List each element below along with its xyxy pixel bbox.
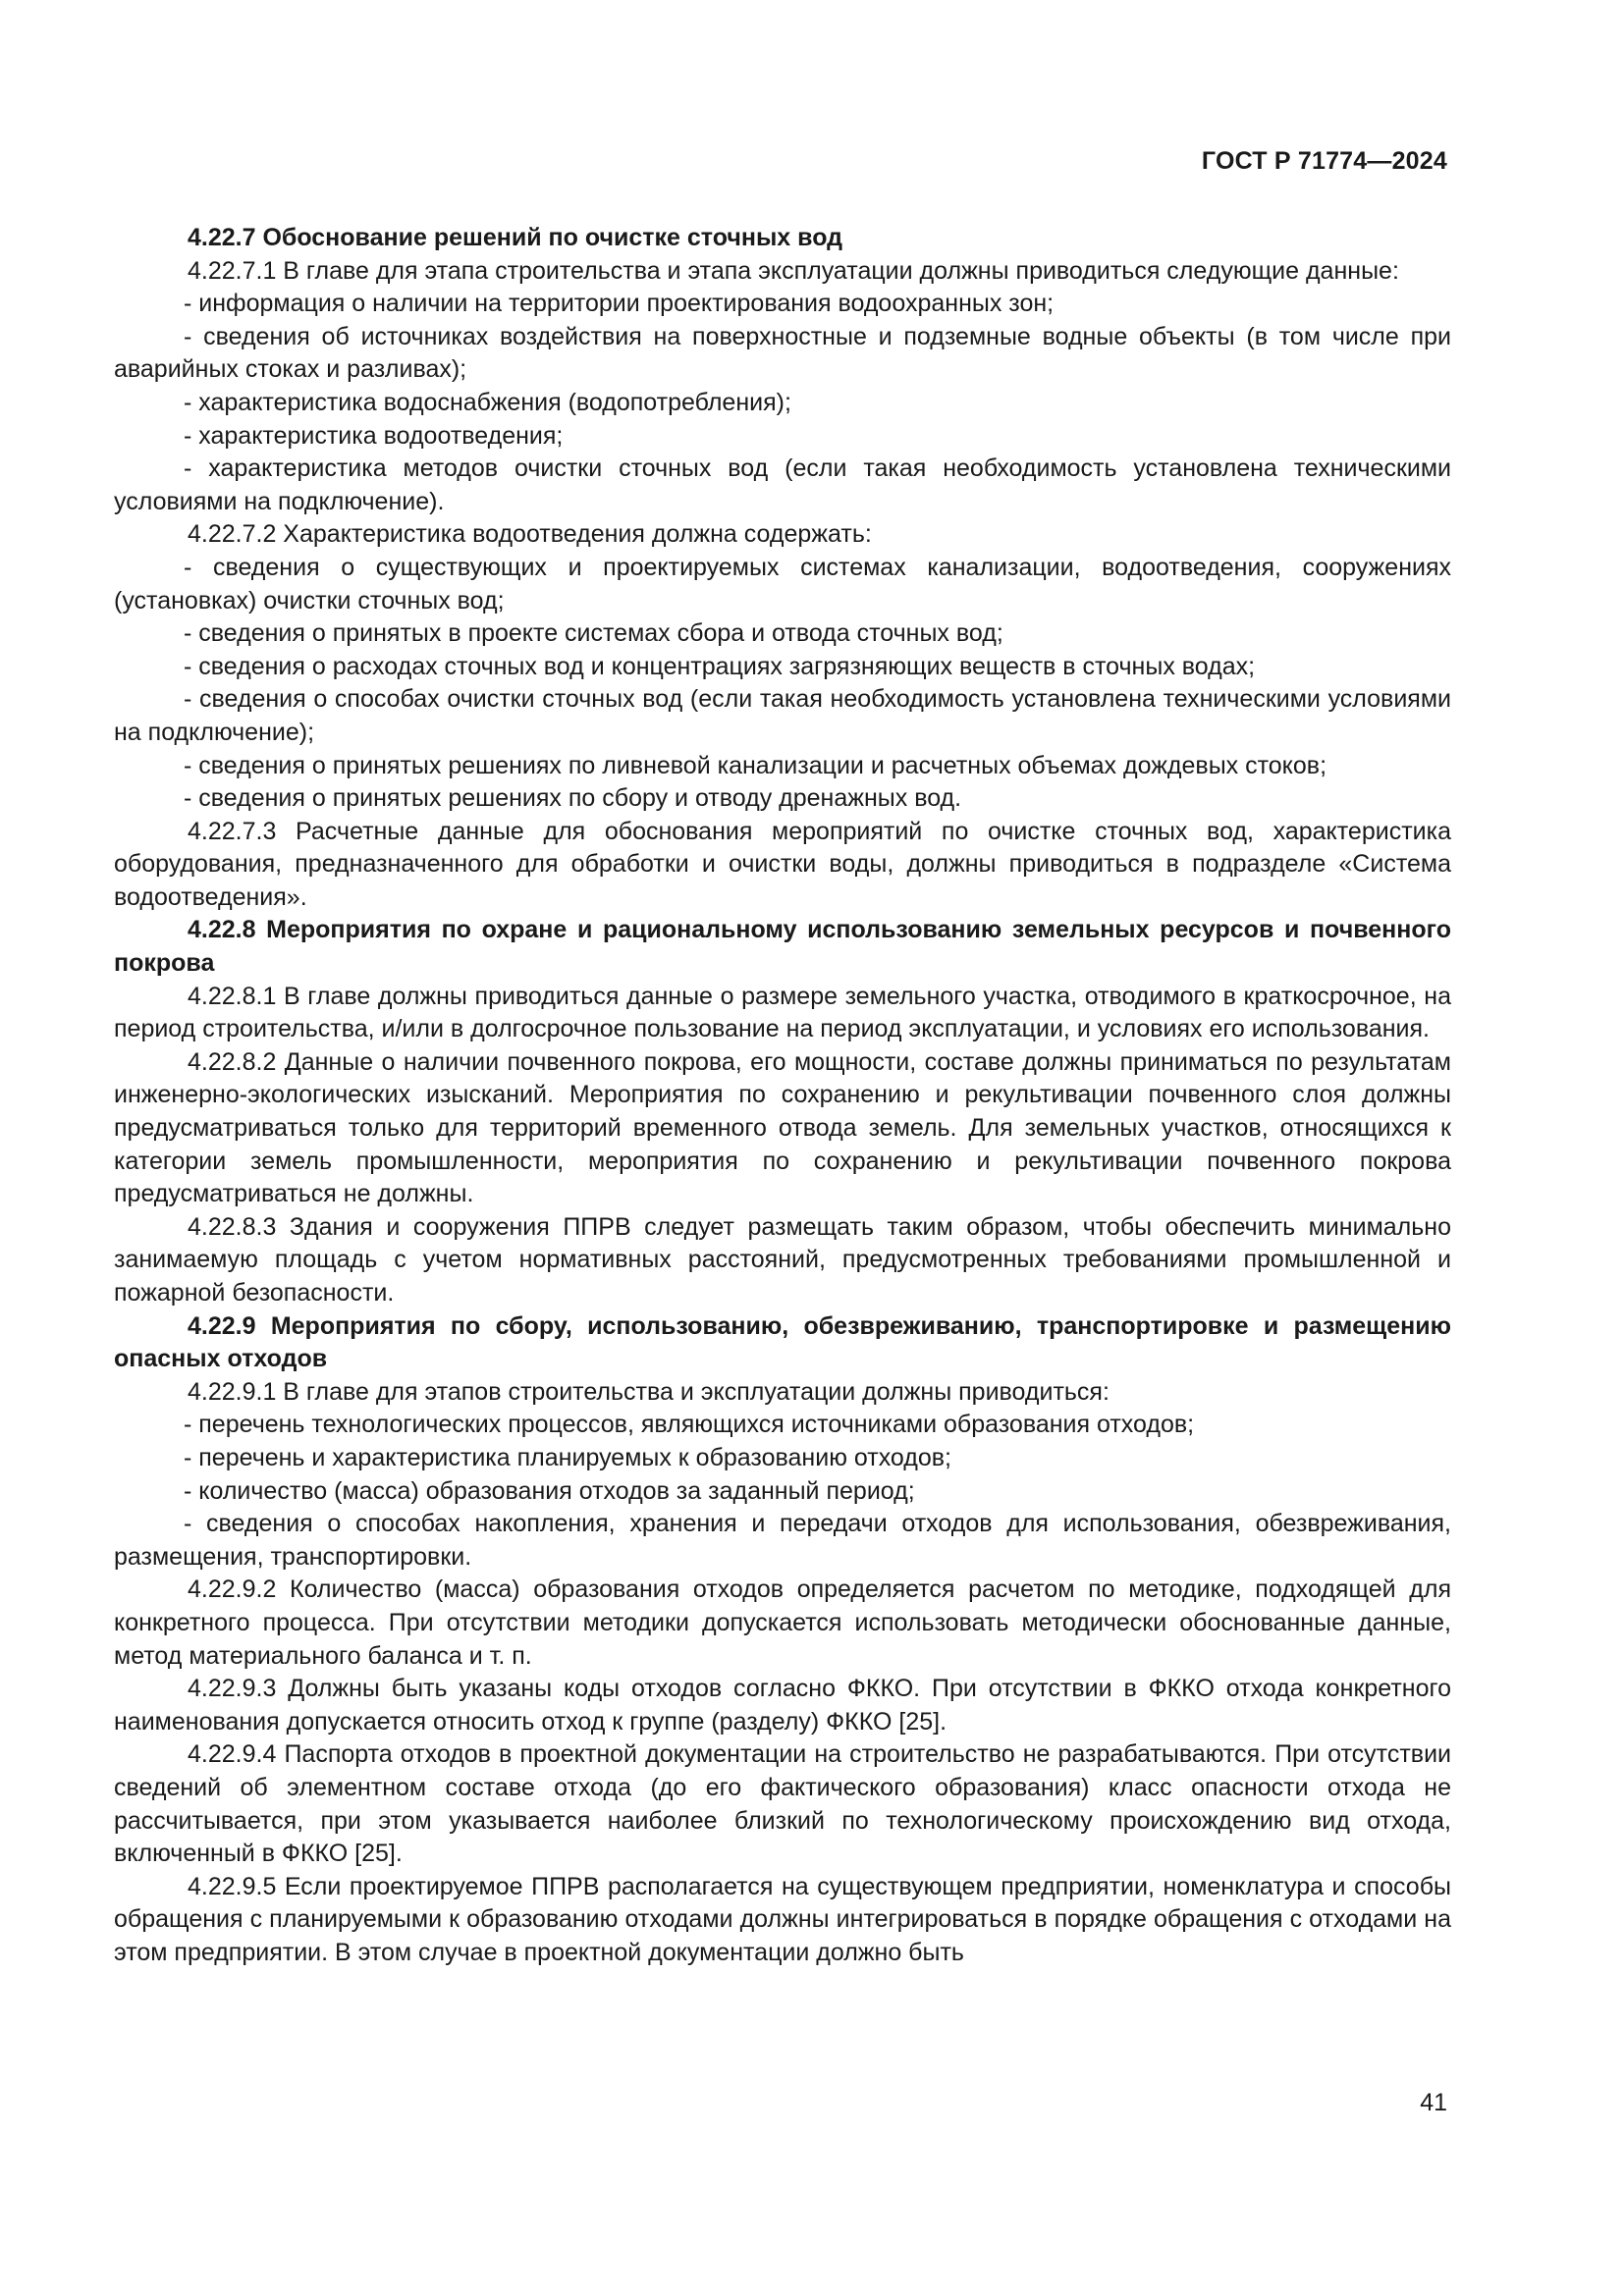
paragraph: 4.22.9.5 Если проектируемое ППРВ располагается на существующем предприятии, номенклатура и способы обращения с планируемыми к образованию отходами должны интегрироваться в порядке обращения с отходами на этом предприятии. В этом случае в проектной документации должно быть (114, 1872, 1451, 1966)
document-body (114, 222, 1451, 1969)
paragraph: 4.22.9.3 Должны быть указаны коды отходов согласно ФККО. При отсутствии в ФККО отхода конкретного наименования допускается относить отход к группе (разделу) ФККО [25]. (114, 1675, 1451, 1735)
paragraph: 4.22.8.3 Здания и сооружения ППРВ следует размещать таким образом, чтобы обеспечить минимально занимаемую площадь с учетом нормативных расстояний, предусмотренных требованиями промышленной и пожарной безопасности. (114, 1212, 1451, 1307)
list-item: - сведения о принятых в проекте системах сбора и отвода сточных вод; (184, 619, 1003, 648)
list-item: - сведения о существующих и проектируемых системах канализации, водоотведения, сооружениях (установках) очистки сточных вод; (114, 553, 1451, 614)
list-item: - сведения об источниках воздействия на поверхностные и подземные водные объекты (в том числе при аварийных стоках и разливах); (114, 322, 1451, 384)
list-item: - характеристика водоотведения; (184, 421, 564, 450)
paragraph: 4.22.8.2 Данные о наличии почвенного покрова, его мощности, составе должны приниматься по результатам инженерно-экологических изысканий. Мероприятия по сохранению и рекультивации почвенного слоя должны предусматриваться только для территорий временного отвода земель. Для земельных участков, относящихся к категории земель промышленности, мероприятия по сохранению и рекультивации почвенного покрова предусматриваться не должны. (114, 1047, 1451, 1208)
section-heading: 4.22.9 Мероприятия по сбору, использованию, обезвреживанию, транспортировке и размещению опасных отходов (114, 1311, 1451, 1373)
paragraph: 4.22.9.2 Количество (масса) образования отходов определяется расчетом по методике, подходящей для конкретного процесса. При отсутствии методики допускается использовать методически обоснованные данные, метод материального баланса и т. п. (114, 1575, 1451, 1670)
document-header: ГОСТ Р 71774—2024 (1201, 147, 1447, 175)
section-heading: 4.22.8 Мероприятия по охране и рациональному использованию земельных ресурсов и почвенного покрова (114, 916, 1451, 978)
paragraph: 4.22.9.4 Паспорта отходов в проектной документации на строительство не разрабатываются. При отсутствии сведений об элементном составе отхода (до его фактического образования) класс опасности отхода не рассчитывается, при этом указывается наиболее близкий по технологическому происхождению вид отхода, включенный в ФККО [25]. (114, 1740, 1451, 1868)
list-item: - сведения о способах накопления, хранения и передачи отходов для использования, обезвреживания, размещения, транспортировки. (114, 1510, 1451, 1571)
list-item: - сведения о принятых решениях по сбору и отводу дренажных вод. (184, 784, 962, 813)
list-item: - сведения о расходах сточных вод и концентрациях загрязняющих веществ в сточных водах; (184, 652, 1256, 680)
list-item: - перечень и характеристика планируемых к образованию отходов; (184, 1443, 951, 1471)
paragraph: 4.22.9.1 В главе для этапов строительства и эксплуатации должны приводиться: (188, 1377, 1110, 1406)
list-item: - характеристика методов очистки сточных вод (если такая необходимость установлена техническими условиями на подключение). (114, 454, 1451, 515)
list-item: - характеристика водоснабжения (водопотребления); (184, 388, 791, 416)
paragraph: 4.22.8.1 В главе должны приводиться данные о размере земельного участка, отводимого в краткосрочное, на период строительства, и/или в долгосрочное пользование на период эксплуатации, и условиях его использования. (114, 982, 1451, 1043)
section-heading: 4.22.7 Обоснование решений по очистке сточных вод (188, 224, 843, 251)
paragraph: 4.22.7.2 Характеристика водоотведения должна содержать: (188, 520, 872, 549)
list-item: - перечень технологических процессов, являющихся источниками образования отходов; (184, 1411, 1195, 1439)
list-item: - количество (масса) образования отходов за заданный период; (184, 1476, 915, 1505)
page-number: 41 (1420, 2089, 1447, 2116)
list-item: - информация о наличии на территории проектирования водоохранных зон; (184, 290, 1055, 318)
list-item: - сведения о способах очистки сточных вод (если такая необходимость установлена техническими условиями на подключение); (114, 685, 1451, 746)
paragraph: 4.22.7.3 Расчетные данные для обоснования мероприятий по очистке сточных вод, характеристика оборудования, предназначенного для обработки и очистки воды, должны приводиться в подразделе «Система водоотведения». (114, 817, 1451, 911)
paragraph: 4.22.7.1 В главе для этапа строительства и этапа эксплуатации должны приводиться следующие данные: (188, 256, 1399, 285)
list-item: - сведения о принятых решениях по ливневой канализации и расчетных объемах дождевых стоков; (184, 751, 1327, 779)
